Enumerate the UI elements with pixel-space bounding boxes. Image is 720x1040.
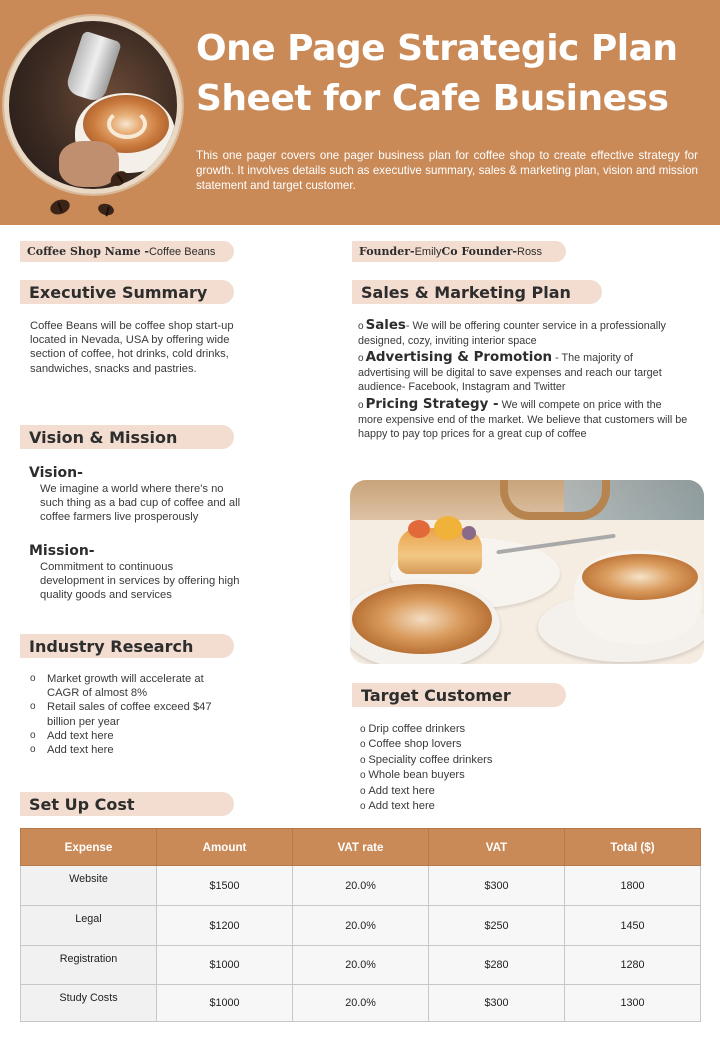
table-cell: 1800 <box>565 866 701 906</box>
setup-cost-table <box>20 828 701 1022</box>
table-cell: $300 <box>429 985 565 1022</box>
executive-summary-heading: Executive Summary <box>20 280 234 304</box>
list-item: o Add text here <box>30 729 236 743</box>
coffee-cup-shape <box>352 584 492 654</box>
table-cell: $1200 <box>157 906 293 946</box>
table-cell: 20.0% <box>293 906 429 946</box>
latte-heart-shape <box>107 109 147 139</box>
column-header: VAT rate <box>293 829 429 866</box>
table-cell: Legal <box>21 906 157 946</box>
coffee-bean-icon <box>97 202 115 217</box>
industry-research-heading: Industry Research <box>20 634 234 658</box>
table-cell: $1000 <box>157 946 293 985</box>
table-cell: 20.0% <box>293 866 429 906</box>
table-cell: $250 <box>429 906 565 946</box>
table-header-row <box>21 829 701 866</box>
table-cell: 1300 <box>565 985 701 1022</box>
column-header: Total ($) <box>565 829 701 866</box>
table-cell: 20.0% <box>293 946 429 985</box>
table-row <box>21 866 701 906</box>
vision-label: Vision- <box>29 465 83 481</box>
chair-shape <box>500 480 610 520</box>
advertising-lead: Advertising & Promotion <box>365 350 553 365</box>
fruit-shape <box>462 526 476 540</box>
table-cell: $280 <box>429 946 565 985</box>
fruit-shape <box>408 520 430 538</box>
target-customer-heading: Target Customer <box>352 683 566 707</box>
table-cell: Website <box>21 866 157 906</box>
sales-marketing-heading: Sales & Marketing Plan <box>352 280 602 304</box>
table-cell: Registration <box>21 946 157 985</box>
pricing-lead: Pricing Strategy - <box>365 397 499 412</box>
fruit-shape <box>434 516 462 540</box>
latte-art-photo <box>4 16 182 194</box>
header-banner <box>0 0 720 225</box>
setup-cost-heading: Set Up Cost <box>20 792 234 816</box>
list-item: o Market growth will accelerate at CAGR of almost 8% <box>30 672 236 700</box>
coffee-surface-shape <box>582 554 698 600</box>
table-cell: $300 <box>429 866 565 906</box>
advertising-text: - The majority of advertising will be digital to save expenses and reach our target audience- Facebook, Instagram and Twitter <box>358 352 662 394</box>
cofounder-value: Ross <box>517 245 543 258</box>
vision-text: We imagine a world where there's no such thing as a bad cup of coffee and all coffee farmers live prosperously <box>40 483 241 524</box>
milk-pitcher-shape <box>64 30 122 103</box>
target-customer-list <box>360 722 580 814</box>
industry-research-list <box>30 672 236 757</box>
list-item: o Drip coffee drinkers <box>360 722 580 737</box>
table-cell: $1500 <box>157 866 293 906</box>
title-line-1: One Page Strategic Plan <box>196 28 678 69</box>
table-cell: Study Costs <box>21 985 157 1022</box>
sales-text: - We will be offering counter service in a professionally designed, cozy, inviting interior space <box>358 320 666 348</box>
intro-text: This one pager covers one pager business plan for coffee shop to create effective strategy for growth. It involves details such as executive summary, sales & marketing plan, vision and mission statement and target customer. <box>196 149 698 192</box>
cofounder-label: Co Founder- <box>441 245 517 258</box>
founder-pill <box>352 241 566 262</box>
list-item: o Retail sales of coffee exceed $47 billion per year <box>30 700 236 728</box>
shop-name-pill <box>20 241 234 262</box>
column-header: Expense <box>21 829 157 866</box>
pricing-text: We will compete on price with the more expensive end of the market. We believe that customers will be happy to pay top prices for a great cup of coffee <box>358 399 688 441</box>
coffee-bean-icon <box>48 197 72 217</box>
shop-name-value: Coffee Beans <box>148 245 216 258</box>
page-title <box>196 24 711 124</box>
pricing-item: o Pricing Strategy - We will compete on price with the more expensive end of the market. We believe that customers will be happy to pay top prices for a great cup of coffee <box>358 397 688 441</box>
column-header: Amount <box>157 829 293 866</box>
cafe-table-photo <box>350 480 704 664</box>
mission-label: Mission- <box>29 543 95 559</box>
title-line-2: Sheet for Cafe Business <box>196 78 669 119</box>
vision-mission-heading: Vision & Mission <box>20 425 234 449</box>
table-cell: 1450 <box>565 906 701 946</box>
table-row <box>21 946 701 985</box>
list-item: o Add text here <box>360 799 580 814</box>
list-item: o Speciality coffee drinkers <box>360 753 580 768</box>
founder-label: Founder- <box>359 245 415 258</box>
sales-lead: Sales <box>365 318 406 333</box>
table-row <box>21 985 701 1022</box>
table-cell: 20.0% <box>293 985 429 1022</box>
list-item: o Coffee shop lovers <box>360 737 580 752</box>
mission-text: Commitment to continuous development in services by offering high quality goods and services <box>40 561 240 602</box>
table-cell: 1280 <box>565 946 701 985</box>
advertising-item: o Advertising & Promotion - The majority of advertising will be digital to save expenses and reach our target audience- Facebook, Instagram and Twitter <box>358 350 662 394</box>
table-cell: $1000 <box>157 985 293 1022</box>
column-header: VAT <box>429 829 565 866</box>
list-item: o Whole bean buyers <box>360 768 580 783</box>
list-item: o Add text here <box>30 743 236 757</box>
table-row <box>21 906 701 946</box>
sales-item: o Sales- We will be offering counter service in a professionally designed, cozy, inviting interior space <box>358 318 666 348</box>
founder-value: Emily <box>414 245 442 258</box>
executive-summary-text: Coffee Beans will be coffee shop start-up located in Nevada, USA by offering wide section of coffee, hot drinks, cold drinks, sandwiches, snacks and pastries. <box>30 320 234 375</box>
shop-name-label: Coffee Shop Name - <box>27 245 149 258</box>
list-item: o Add text here <box>360 784 580 799</box>
